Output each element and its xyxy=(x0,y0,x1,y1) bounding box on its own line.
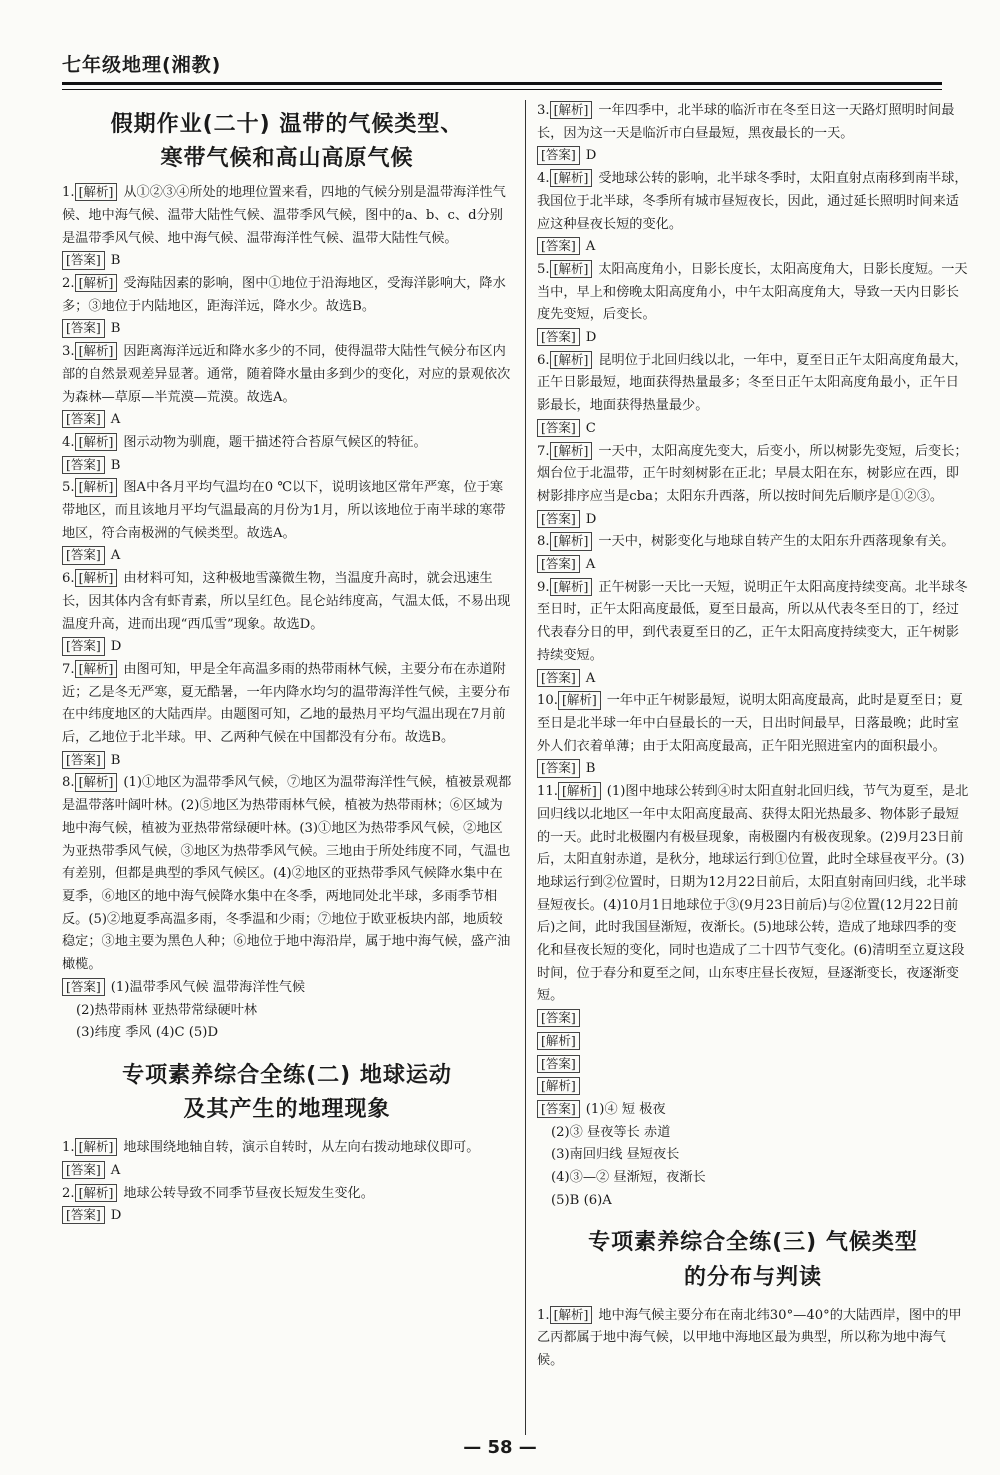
question-number: 6. xyxy=(537,352,550,368)
answer-text: B xyxy=(585,761,596,777)
answer-tag: [答案] xyxy=(62,251,105,269)
question-number: 11. xyxy=(537,784,558,800)
page-number: — 58 — xyxy=(463,1437,537,1458)
question-item xyxy=(537,781,969,1031)
analysis-tag: [解析] xyxy=(537,1032,580,1050)
analysis-tag: [解析] xyxy=(75,1184,118,1202)
analysis-tag: [解析] xyxy=(75,478,118,496)
answer-text: D xyxy=(110,639,122,655)
answer-text: B xyxy=(110,752,121,768)
analysis-tag: [解析] xyxy=(550,532,593,550)
question-item xyxy=(537,100,969,168)
analysis-text: 太阳高度角小，日影长度长，太阳高度角大，日影长度短。一天当中，早上和傍晚太阳高度角小，中午太阳高度角大，导致一天内日影长度先变短，后变长。 xyxy=(537,261,968,323)
question-number: 5. xyxy=(62,480,75,496)
answer-line: (5)B (6)A xyxy=(551,1192,612,1208)
question-item xyxy=(537,259,969,350)
answer-tag: [答案] xyxy=(62,546,105,564)
column-divider xyxy=(525,100,526,1435)
answer-text: B xyxy=(110,321,121,337)
section-title-climate-types xyxy=(537,1226,969,1294)
analysis-text: 图示动物为驯鹿，题干描述符合苔原气候区的特征。 xyxy=(123,434,427,450)
analysis-text: 由材料可知，这种极地雪藻微生物，当温度升高时，就会迅速生长，因其体内含有虾青素，所以呈红色。昆仑站纬度高，气温太低，不易出现温度升高，进而出现“西瓜雪”现象。故选D。 xyxy=(62,571,511,632)
answer-line: (3)南回归线 昼短夜长 xyxy=(551,1147,680,1163)
analysis-tag: [解析] xyxy=(75,1138,118,1156)
question-item xyxy=(62,568,512,659)
analysis-tag: [解析] xyxy=(75,433,118,451)
question-number: 1. xyxy=(537,1307,550,1323)
section-title-line: 假期作业(二十) 温带的气候类型、 xyxy=(110,112,464,137)
section-title-line: 的分布与判读 xyxy=(683,1264,822,1290)
analysis-text: 图A中各月平均气温均在0 ℃以下，说明该地区常年严寒，位于寒带地区，而且该地月平均气温最高的月份为1月，所以该地位于南半球的寒带地区，符合南极洲的气候类型。故选A。 xyxy=(62,480,506,541)
analysis-text: 一天中，太阳高度先变大，后变小，所以树影先变短，后变长；烟台位于北温带，正午时刻树影在正北；早晨太阳在东，树影应在西，即树影排序应当是cba；太阳东升西落，所以按时间先后顺序是①②③。 xyxy=(537,443,968,504)
question-number: 7. xyxy=(537,443,550,459)
analysis-tag: [解析] xyxy=(550,578,593,596)
answer-tag: [答案] xyxy=(62,410,105,428)
analysis-tag: [解析] xyxy=(75,274,118,292)
answer-text: B xyxy=(110,253,121,269)
question-item xyxy=(537,1031,969,1076)
section-title-earth-motion xyxy=(62,1059,512,1127)
analysis-tag: [解析] xyxy=(537,1077,580,1095)
answer-tag: [答案] xyxy=(537,1009,580,1027)
answer-tag: [答案] xyxy=(62,319,105,337)
section-title-line: 寒带气候和高山高原气候 xyxy=(160,146,414,172)
analysis-tag: [解析] xyxy=(75,342,118,360)
analysis-text: 受地球公转的影响，北半球冬季时，太阳直射点南移到南半球，我国位于北半球，冬季所有城市昼短夜长，因此，通过延长照明时间来适应这种昼夜长短的变化。 xyxy=(537,171,968,232)
answer-text: A xyxy=(110,1162,121,1178)
question-number: 7. xyxy=(62,661,75,677)
answer-tag: [答案] xyxy=(62,637,105,655)
answer-tag: [答案] xyxy=(537,328,580,346)
question-item xyxy=(537,1076,969,1212)
analysis-text: 正午树影一天比一天短，说明正午太阳高度持续变高。北半球冬至日时，正午太阳高度最低，夏至日最高，所以从代表冬至日的丁，经过代表春分日的甲，到代表夏至日的乙，正午太阳高度持续变大，正午树影持续变短。 xyxy=(537,579,968,663)
analysis-text: (1)①地区为温带季风气候，⑦地区为温带海洋性气候，植被景观都是温带落叶阔叶林。(2)⑤地区为热带雨林气候，植被为热带雨林；⑥区域为地中海气候，植被为亚热带常绿硬叶林。(3)①地区为热带季风气候，②地区为亚热带季风气候，③地区为热带季风气候。三地由于所处纬度不同，气温也有差别，但都是典型的季风气候区。(4)②地区的亚热带季风气候降水集中在夏季，⑥地区的地中海气候降水集中在冬季，两地同处北半球，多雨季节相反。(5)②地夏季高温多雨，冬季温和少雨；⑦地位于欧亚板块内部，地质较稳定；③地主要为黑色人种；⑥地位于地中海沿岸，属于地中海气候，盛产油橄榄。 xyxy=(62,775,512,973)
answer-text: D xyxy=(110,1208,122,1224)
question-item xyxy=(62,341,512,432)
question-number: 9. xyxy=(537,579,550,595)
question-number: 4. xyxy=(537,171,550,187)
question-item xyxy=(537,690,969,781)
question-item xyxy=(537,168,969,259)
analysis-tag: [解析] xyxy=(558,691,601,709)
analysis-text: 地中海气候主要分布在南北纬30°—40°的大陆西岸，图中的甲乙丙都属于地中海气候，以甲地中海地区最为典型，所以称为地中海气候。 xyxy=(537,1307,962,1369)
answer-text: C xyxy=(585,420,596,436)
answer-text: (1)温带季风气候 温带海洋性气候 xyxy=(110,979,306,995)
answer-tag: [答案] xyxy=(62,978,105,996)
question-item xyxy=(62,477,512,568)
analysis-text: 由图可知，甲是全年高温多雨的热带雨林气候，主要分布在赤道附近；乙是冬无严寒，夏无酷暑，一年内降水均匀的温带海洋性气候，主要分布在中纬度地区的大陆西岸。由题图可知，乙地的最热月平均气温出现在7月前后，乙地位于北半球。甲、乙两种气候在中国都没有分布。故选B。 xyxy=(62,661,511,746)
answer-tag: [答案] xyxy=(537,1055,580,1073)
section-title-line: 专项素养综合全练(二) 地球运动 xyxy=(122,1062,452,1088)
question-item xyxy=(62,432,512,477)
answer-tag: [答案] xyxy=(537,510,580,528)
answer-tag: [答案] xyxy=(62,1206,105,1224)
question-item xyxy=(537,1305,969,1373)
analysis-text: 一年中正午树影最短，说明太阳高度最高，此时是夏至日；夏至日是北半球一年中白昼最长的一天，日出时间最早，日落最晚；此时室外人们衣着单薄；由于太阳高度最高，正午阳光照进室内的面积最小。 xyxy=(537,693,963,754)
header-rule-thin xyxy=(62,89,942,90)
analysis-text: 一年四季中，北半球的临沂市在冬至日这一天路灯照明时间最长，因为这一天是临沂市白昼最短，黑夜最长的一天。 xyxy=(537,103,955,141)
answer-line: (2)热带雨林 亚热带常绿硬叶林 xyxy=(76,1002,258,1018)
header-rule-thick xyxy=(62,82,942,85)
question-item xyxy=(62,182,512,273)
answer-text: A xyxy=(110,412,121,428)
analysis-tag: [解析] xyxy=(550,260,593,278)
page-header: 七年级地理(湘教) xyxy=(62,54,222,76)
answer-text: A xyxy=(585,239,596,255)
question-item xyxy=(537,531,969,576)
analysis-tag: [解析] xyxy=(550,442,593,460)
section-title-homework-20 xyxy=(62,108,512,176)
question-number: 1. xyxy=(62,185,75,201)
question-item xyxy=(62,772,512,1044)
answer-text: A xyxy=(110,548,121,564)
answer-tag: [答案] xyxy=(537,759,580,777)
answer-text: D xyxy=(585,148,597,164)
question-item xyxy=(62,1183,512,1228)
answer-text: B xyxy=(110,457,121,473)
answer-tag: [答案] xyxy=(537,669,580,687)
question-number: 2. xyxy=(62,1185,75,1201)
answer-text: (1)④ 短 极夜 xyxy=(585,1101,666,1117)
analysis-tag: [解析] xyxy=(558,782,601,800)
question-number: 3. xyxy=(537,103,550,118)
analysis-tag: [解析] xyxy=(550,101,593,119)
analysis-tag: [解析] xyxy=(75,660,118,678)
question-number: 8. xyxy=(537,534,550,550)
analysis-tag: [解析] xyxy=(550,169,593,187)
section-title-line: 专项素养综合全练(三) 气候类型 xyxy=(588,1230,918,1256)
question-item xyxy=(537,441,969,532)
answer-tag: [答案] xyxy=(537,146,580,164)
question-number: 2. xyxy=(62,276,75,291)
answer-tag: [答案] xyxy=(537,237,580,255)
answer-tag: [答案] xyxy=(62,1161,105,1179)
analysis-tag: [解析] xyxy=(550,351,593,369)
analysis-text: 地球围绕地轴自转，演示自转时，从左向右拨动地球仪即可。 xyxy=(123,1140,480,1156)
answer-tag: [答案] xyxy=(62,456,105,474)
section-title-line: 及其产生的地理现象 xyxy=(183,1097,391,1122)
analysis-text: 一天中，树影变化与地球自转产生的太阳东升西落现象有关。 xyxy=(598,534,955,550)
analysis-tag: [解析] xyxy=(75,183,118,201)
analysis-text: (1)图中地球公转到④时太阳直射北回归线，节气为夏至，是北回归线以北地区一年中太阳高度最高、获得太阳光热最多、物体影子最短的一天。此时北极圈内有极昼现象，南极圈内有极夜现象。(2)9月23日前后，太阳直射赤道，是秋分，地球运行到①位置，此时全球昼夜平分。(3)地球运行到②位置时，日期为12月22日前后，太阳直射南回归线，北半球昼短夜长。(4)10月1日地球位于③(9月23日前后)与②位置(12月22日前后)之间，此时我国昼渐短，夜渐长。(5)地球公转，造成了地球四季的变化和昼夜长短的变化，同时也造成了二十四节气变化。(6)清明至立夏这段时间，位于春分和夏至之间，山东枣庄昼长夜短，昼逐渐变长，夜逐渐变短。 xyxy=(537,784,969,1004)
question-item xyxy=(62,659,512,773)
question-number: 1. xyxy=(62,1140,75,1156)
question-number: 4. xyxy=(62,434,75,450)
question-item xyxy=(62,1137,512,1182)
analysis-text: 昆明位于北回归线以北，一年中，夏至日正午太阳高度角最大，正午日影最短，地面获得热量最多；冬至日正午太阳高度角最小，正午日影最长，地面获得热量最少。 xyxy=(537,352,968,414)
analysis-text: 地球公转导致不同季节昼夜长短发生变化。 xyxy=(123,1185,374,1201)
question-number: 8. xyxy=(62,775,75,791)
answer-tag: [答案] xyxy=(537,419,580,437)
analysis-tag: [解析] xyxy=(75,773,118,791)
right-column xyxy=(537,100,969,1373)
answer-line: (4)③—② 昼渐短，夜渐长 xyxy=(551,1170,706,1186)
analysis-tag: [解析] xyxy=(550,1306,593,1324)
question-number: 3. xyxy=(62,344,75,360)
question-number: 6. xyxy=(62,571,75,587)
analysis-text: 受海陆因素的影响，图中①地位于沿海地区，受海洋影响大，降水多；③地位于内陆地区，距海洋远，降水少。故选B。 xyxy=(62,276,506,314)
answer-tag: [答案] xyxy=(62,751,105,769)
left-column xyxy=(62,100,512,1228)
answer-line: (3)纬度 季风 (4)C (5)D xyxy=(76,1025,219,1041)
answer-text: D xyxy=(585,511,597,527)
answer-text: D xyxy=(585,330,597,346)
question-number: 5. xyxy=(537,261,550,277)
question-item xyxy=(537,577,969,691)
analysis-text: 从①②③④所处的地理位置来看，四地的气候分别是温带海洋性气候、地中海气候、温带大陆性气候、温带季风气候，图中的a、b、c、d分别是温带季风气候、地中海气候、温带海洋性气候、温带大陆性气候。 xyxy=(62,185,506,246)
answer-tag: [答案] xyxy=(537,555,580,573)
question-item xyxy=(62,273,512,341)
answer-line: (2)③ 昼夜等长 赤道 xyxy=(551,1124,671,1140)
analysis-text: 因距离海洋远近和降水多少的不同，使得温带大陆性气候分布区内部的自然景观差异显著。通常，随着降水量由多到少的变化，对应的景观依次为森林—草原—半荒漠—荒漠。故选A。 xyxy=(62,344,511,405)
answer-text: A xyxy=(585,670,596,686)
question-number: 10. xyxy=(537,693,558,709)
answer-text: A xyxy=(585,557,596,573)
analysis-tag: [解析] xyxy=(75,569,118,587)
question-item xyxy=(537,350,969,441)
answer-tag: [答案] xyxy=(537,1100,580,1118)
